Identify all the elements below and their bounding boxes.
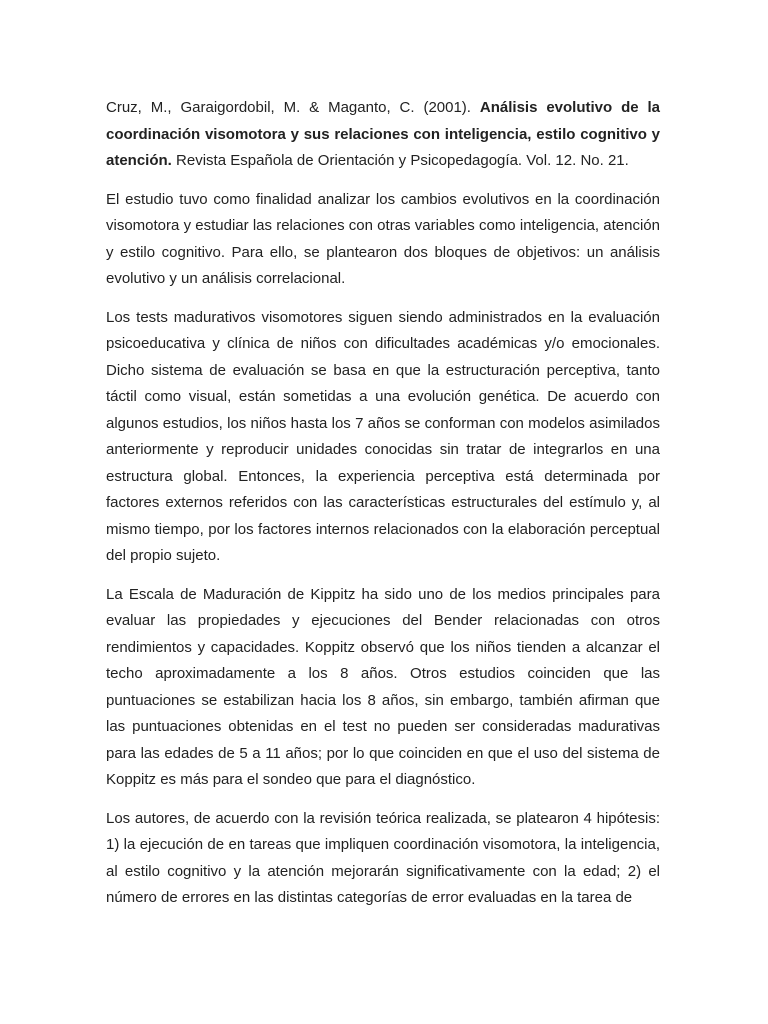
citation-title: Análisis evolutivo de la coordinación visomotora y sus relaciones con inteligencia, estilo cognitivo y atención.	[106, 99, 661, 169]
document-page	[106, 95, 660, 924]
citation-source: Revista Española de Orientación y Psicopedagogía. Vol. 12. No. 21.	[176, 152, 629, 169]
citation	[106, 95, 660, 175]
paragraph-1: El estudio tuvo como finalidad analizar los cambios evolutivos en la coordinación visomotora y estudiar las relaciones con otras variables como inteligencia, atención y estilo cognitivo. Para ello, se plantearon dos bloques de objetivos: un análisis evolutivo y un análisis correlacional.	[106, 190, 660, 287]
paragraph-4: Los autores, de acuerdo con la revisión teórica realizada, se platearon 4 hipótesis: 1) la ejecución de en tareas que impliquen coordinación visomotora, la inteligencia, al estilo cognitivo y la atención mejorarán significativamente con la edad; 2) el número de errores en las distintas categorías de error evaluadas en la tarea de	[106, 809, 660, 906]
paragraph-2: Los tests madurativos visomotores siguen siendo administrados en la evaluación psicoeducativa y clínica de niños con dificultades académicas y/o emocionales. Dicho sistema de evaluación se basa en que la estructuración perceptiva, tanto táctil como visual, están sometidas a una evolución genética. De acuerdo con algunos estudios, los niños hasta los 7 años se conforman con modelos asimilados anteriormente y reproducir unidades conocidas sin tratar de integrarlos en una estructura global. Entonces, la experiencia perceptiva está determinada por factores externos referidos con las características estructurales del estímulo y, al mismo tiempo, por los factores internos relacionados con la elaboración perceptual del propio sujeto.	[106, 308, 660, 564]
citation-authors: Cruz, M., Garaigordobil, M. & Maganto, C. (2001).	[106, 99, 471, 116]
paragraph-3: La Escala de Maduración de Kippitz ha sido uno de los medios principales para evaluar las propiedades y ejecuciones del Bender relacionadas con otros rendimientos y capacidades. Koppitz observó que los niños tienden a alcanzar el techo aproximadamente a los 8 años. Otros estudios coinciden que las puntuaciones se estabilizan hacia los 8 años, sin embargo, también afirman que las puntuaciones obtenidas en el test no pueden ser consideradas madurativas para las edades de 5 a 11 años; por lo que coinciden en que el uso del sistema de Koppitz es más para el sondeo que para el diagnóstico.	[106, 585, 660, 788]
